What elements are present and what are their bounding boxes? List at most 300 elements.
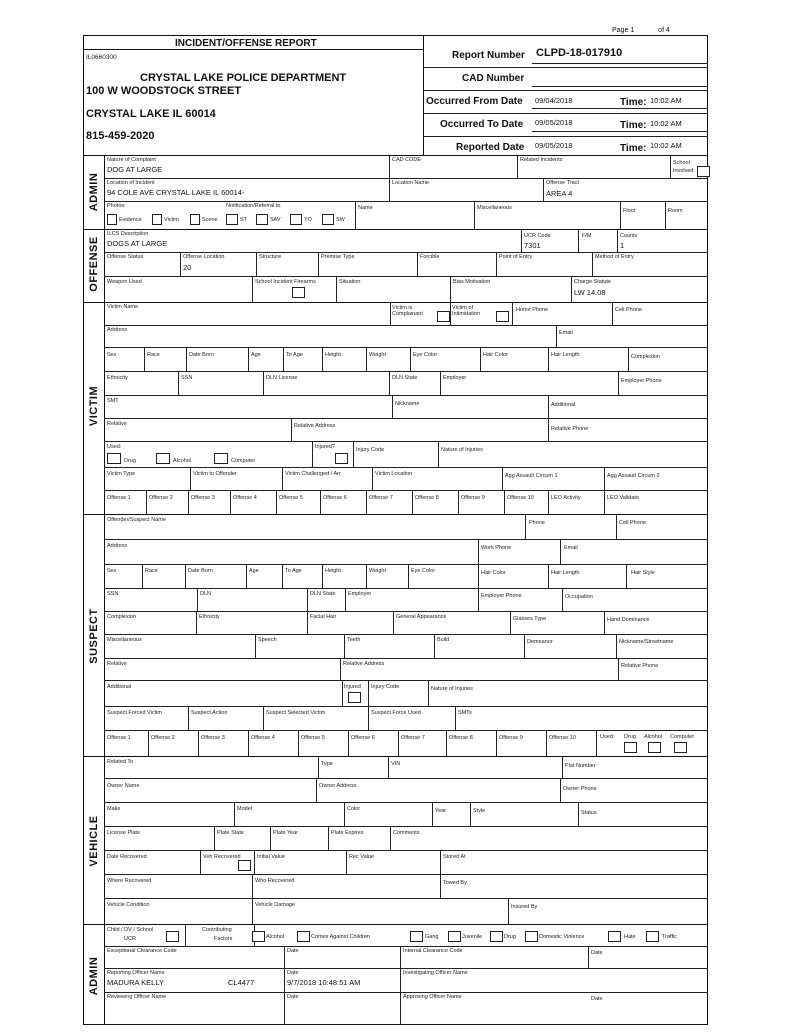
vehicle-style-label: Style [473, 808, 486, 814]
victim-email-label: Email [559, 330, 573, 336]
vehicle-owner-name-label: Owner Name [107, 783, 140, 789]
victim-nature-injuries-label: Nature of Injuries [441, 447, 483, 453]
time-from[interactable]: 10:02 AM [650, 96, 682, 105]
situation-label: Situation [339, 279, 361, 285]
photos-scene-label: Scene [202, 217, 218, 223]
victim-r3-col-9 [548, 347, 549, 371]
vehicle-condition-label: Vehicle Condition [107, 902, 150, 908]
approving-officer-label: Approving Officer Name [403, 994, 462, 1000]
victim-injured-label: Injured? [315, 444, 335, 450]
vehicle-owner-phone-label: Owner Phone [563, 786, 597, 792]
vehicle-plate-state-label: Plate State [217, 830, 244, 836]
suspect-to-age-label: To Age [285, 568, 302, 574]
suspect-relative-label: Relative [107, 661, 127, 667]
offense-location-value[interactable]: 20 [183, 263, 192, 272]
victim-employer-label: Employer [443, 375, 467, 381]
suspect-build-label: Build [437, 637, 450, 643]
cf-drug-checkbox[interactable] [490, 931, 503, 942]
victim-leo-activity-label: LEO Activity [551, 495, 581, 501]
victim-offense-8-label: Offense 8 [415, 495, 439, 501]
suspect-row-1-rule [104, 539, 708, 540]
vehicle-plate-number-label: Plat Number [565, 763, 596, 769]
victim-agg-assault-1-label: Agg Assault Circum 1 [505, 473, 558, 479]
victim-offense-divider [458, 490, 459, 514]
victim-offense-2-label: Offense 2 [149, 495, 173, 501]
cad-code-label: CAD CODE [392, 157, 422, 163]
vehicle-plate-year-label: Plate Year [273, 830, 299, 836]
counts-value[interactable]: 1 [620, 241, 625, 250]
school-label: School [673, 160, 690, 166]
suspect-used-computer-label: Computer [670, 734, 695, 740]
vehicle-row-4-rule [104, 850, 708, 851]
child-dv-school-label: Child / DV / School [107, 927, 154, 933]
vehicle-row-6-rule [104, 898, 708, 899]
suspect-row-5-rule [104, 634, 708, 635]
suspect-hair-label: Hair Color [481, 570, 506, 576]
location-incident-value[interactable]: 94 COLE AVE CRYSTAL LAKE IL 60014- [107, 188, 245, 197]
suspect-misc-label: Miscellaneous [107, 637, 142, 643]
suspect-employer-label: Employer [348, 591, 372, 597]
time-reported[interactable]: 10:02 AM [650, 141, 682, 150]
vehicle-r7-col-1 [252, 898, 253, 924]
ucr-code-value[interactable]: 7301 [524, 241, 541, 250]
report-number-label: Report Number [452, 50, 525, 61]
victim-location-label: Victim Location [375, 471, 413, 477]
vehicle-r5-col-4 [440, 850, 441, 874]
victim-r8-col-2 [282, 467, 283, 490]
reporting-officer-value[interactable]: MADURA KELLY [107, 978, 164, 987]
cf-juvenile-checkbox[interactable] [448, 931, 461, 942]
cf-juvenile-label: Juvenile [462, 934, 483, 940]
notify-sav-checkbox[interactable] [256, 214, 268, 225]
vehicle-date-recovered-label: Date Recovered [107, 854, 147, 860]
admin-row-1-rule [104, 178, 708, 179]
suspect-offense-2-label: Offense 2 [151, 735, 175, 741]
photos-victim-label: Victim [164, 217, 179, 223]
vehicle-r4-col-2 [270, 826, 271, 850]
admin-row-2-rule [104, 201, 708, 202]
suspect-dln-state-label: DLN State [310, 591, 336, 597]
admin2-r2-col-2 [400, 946, 401, 992]
victim-offense-divider [320, 490, 321, 514]
suspect-offense-divider [248, 730, 249, 756]
notify-sw-checkbox[interactable] [322, 214, 334, 225]
victim-hair-label: Hair Color [483, 352, 508, 358]
suspect-r6-col-4 [524, 634, 525, 658]
vehicle-r5-col-3 [346, 850, 347, 874]
cf-dv-checkbox[interactable] [525, 931, 538, 942]
victim-r8-col-5 [604, 467, 605, 490]
victim-offense-6-label: Offense 6 [323, 495, 347, 501]
victim-r4-col-3 [389, 371, 390, 395]
suspect-r7-col-2 [618, 658, 619, 680]
internal-clearance-label: Internal Clearance Code [403, 948, 463, 954]
charge-statute-label: Charge Statute [574, 279, 611, 285]
victim-r3-col-4 [283, 347, 284, 371]
room-label: Room [668, 208, 683, 214]
vehicle-license-plate-label: License Plate [107, 830, 141, 836]
admin-col-2 [517, 155, 518, 178]
vehicle-r3-col-5 [578, 802, 579, 826]
victim-dob-label: Date Born [189, 352, 214, 358]
occurred-from-date[interactable]: 09/04/2018 [535, 96, 573, 105]
victim-r1-col-1 [390, 302, 391, 325]
notify-st-label: ST [240, 217, 248, 223]
suspect-r4-col-4 [478, 588, 479, 611]
suspect-r5-col-1 [196, 611, 197, 634]
victim-injured-checkbox[interactable] [335, 453, 348, 464]
offense-col-4 [180, 252, 181, 276]
victim-r2-col-1 [556, 325, 557, 347]
department-name: CRYSTAL LAKE POLICE DEPARTMENT [140, 72, 347, 84]
vehicle-row-1-rule [104, 778, 708, 779]
victim-offense-divider [146, 490, 147, 514]
victim-ssn-label: SSN [181, 375, 193, 381]
offense-col-5 [256, 252, 257, 276]
suspect-r4-col-1 [197, 588, 198, 611]
vehicle-owner-address-label: Owner Address [319, 783, 357, 789]
notify-sav-label: SAV [270, 217, 281, 223]
suspect-force-used-label: Suspect Force Used [371, 710, 421, 716]
admin-col-3 [670, 155, 671, 178]
time-to[interactable]: 10:02 AM [650, 119, 682, 128]
suspect-address-label: Address [107, 543, 128, 549]
photos-victim-checkbox[interactable] [152, 214, 162, 225]
vehicle-vin-label: VIN [391, 761, 401, 767]
victim-offense-9-label: Offense 9 [461, 495, 485, 501]
suspect-used-drug-checkbox[interactable] [624, 742, 637, 753]
victim-r1-col-2 [450, 302, 451, 325]
victim-complexion-label: Complexion [631, 354, 661, 360]
suspect-weight-label: Weight [369, 568, 387, 574]
offense-col-10 [252, 276, 253, 302]
report-number-value[interactable]: CLPD-18-017910 [536, 47, 623, 59]
admin-col-4 [543, 178, 544, 201]
offense-location-label: Offense Location [183, 254, 225, 260]
offense-col-9 [592, 252, 593, 276]
victim-r3-col-7 [410, 347, 411, 371]
suspect-r6-col-5 [616, 634, 617, 658]
offense-row-2-rule [104, 276, 708, 277]
suspect-cell-phone-label: Cell Phone [619, 520, 646, 526]
weapon-used-label: Weapon Used [107, 279, 142, 285]
suspect-r9-col-4 [455, 706, 456, 730]
exceptional-date-label: Date [287, 948, 299, 954]
photos-label: Photos: [107, 203, 126, 209]
admin-col-5 [355, 201, 356, 229]
victim-challenged-label: Victim Challenged / Arr [285, 471, 341, 477]
occurred-to-date[interactable]: 09/05/2018 [535, 118, 573, 127]
offense-col-13 [571, 276, 572, 302]
victim-name-label: Victim Name [107, 304, 139, 310]
victim-agg-assault-2-label: Agg Assault Circum 2 [607, 473, 660, 479]
victim-additional-label: Additional [551, 402, 576, 408]
cf-traffic-checkbox[interactable] [646, 931, 659, 942]
suspect-injured-label: Injured [344, 684, 361, 690]
suspect-used-alcohol-checkbox[interactable] [648, 742, 661, 753]
notify-st-checkbox[interactable] [226, 214, 238, 225]
victim-intimidation-checkbox[interactable] [496, 311, 509, 322]
charge-statute-value[interactable]: LW 14.08 [574, 288, 606, 297]
suspect-relative-address-label: Relative Address [343, 661, 385, 667]
offense-tract-value[interactable]: AREA 4 [546, 189, 573, 198]
location-incident-label: Location of Incident [107, 180, 155, 186]
suspect-used-computer-checkbox[interactable] [674, 742, 687, 753]
cf-gang-label: Gang [425, 934, 439, 940]
occurred-to-label: Occurred To Date [440, 119, 524, 130]
offense-col-7 [417, 252, 418, 276]
victim-r4-col-5 [618, 371, 619, 395]
report-datetime-value[interactable]: 9/7/2018 10:48:51 AM [287, 978, 361, 987]
suspect-offense-divider [546, 730, 547, 756]
report-number-rule [532, 63, 708, 64]
suspect-row-3-rule [104, 588, 708, 589]
victim-ethnicity-label: Ethnicity [107, 375, 128, 381]
header-bottom-rule [83, 155, 708, 156]
victim-eye-label: Eye Color [413, 352, 438, 358]
suspect-offense-divider [348, 730, 349, 756]
nature-complaint-value[interactable]: DOG AT LARGE [107, 165, 163, 174]
victim-r1-col-4 [612, 302, 613, 325]
counts-label: Counts [620, 233, 638, 239]
victim-r7-col-2 [353, 441, 354, 467]
suspect-offense-divider [596, 730, 597, 756]
suspect-relative-phone-label: Relative Phone [621, 663, 659, 669]
suspect-phone-label: Phone [529, 520, 545, 526]
suspect-offense-1-label: Offense 1 [107, 735, 131, 741]
victim-relative-label: Relative [107, 421, 127, 427]
suspect-r6-col-1 [255, 634, 256, 658]
cf-crimes-children-checkbox[interactable] [297, 931, 310, 942]
department-phone: 815-459-2020 [86, 130, 155, 142]
photos-evidence-checkbox[interactable] [107, 214, 117, 225]
suspect-injured-checkbox[interactable] [348, 692, 361, 703]
school-firearms-checkbox[interactable] [292, 287, 305, 298]
related-incidents-label: Related Incidents [520, 157, 563, 163]
victim-r7-col-3 [438, 441, 439, 467]
notify-yo-checkbox[interactable] [290, 214, 302, 225]
ilcs-description-value[interactable]: DOGS AT LARGE [107, 239, 168, 248]
victim-r3-col-2 [186, 347, 187, 371]
suspect-ethnicity-label: Ethnicity [199, 614, 220, 620]
reviewing-officer-label: Reviewing Officer Name [107, 994, 167, 1000]
victim-offense-1-label: Offense 1 [107, 495, 131, 501]
suspect-r4-col-3 [345, 588, 346, 611]
vehicle-r7-col-2 [508, 898, 509, 924]
cf-alcohol-checkbox[interactable] [252, 931, 265, 942]
victim-r3-col-8 [480, 347, 481, 371]
victim-injury-code-label: Injury Code [356, 447, 385, 453]
suspect-occupation-label: Occupation [565, 594, 593, 600]
victim-r3-col-10 [628, 347, 629, 371]
vehicle-r6-col-2 [440, 874, 441, 898]
offense-col-8 [496, 252, 497, 276]
title-rule [83, 49, 423, 50]
point-entry-label: Point of Entry [499, 254, 533, 260]
offense-col-6 [318, 252, 319, 276]
admin2-r1-col-1 [185, 924, 186, 946]
vehicle-row-5-rule [104, 874, 708, 875]
suspect-offense-6-label: Offense 6 [351, 735, 375, 741]
misc-label: Miscellaneous [477, 205, 512, 211]
suspect-r2-col-2 [560, 539, 561, 564]
suspect-additional-label: Additional [107, 684, 132, 690]
vehicle-r3-col-2 [344, 802, 345, 826]
suspect-offense-10-label: Offense 10 [549, 735, 576, 741]
vehicle-status-label: Status [581, 810, 597, 816]
suspect-facial-hair-label: Facial Hair [310, 614, 337, 620]
offense-col-2 [578, 229, 579, 252]
vehicle-admin-rule [83, 924, 708, 925]
offense-col-1 [521, 229, 522, 252]
notify-yo-label: YO [304, 217, 312, 223]
cf-drug-label: Drug [504, 934, 516, 940]
offense-tract-label: Offense Tract [546, 180, 579, 186]
vehicle-r3-col-1 [234, 802, 235, 826]
victim-offense-divider [366, 490, 367, 514]
victim-offense-5-label: Offense 5 [279, 495, 303, 501]
suspect-used-label: Used: [600, 734, 615, 740]
vehicle-who-recovered-label: Who Recovered [255, 878, 295, 884]
suspect-r4-col-2 [307, 588, 308, 611]
method-entry-label: Method of Entry [595, 254, 634, 260]
victim-row-7-rule [104, 467, 708, 468]
header-divider [423, 35, 424, 155]
suspect-r5-col-4 [510, 611, 511, 634]
school-firearms-label: School Incident Firearms [255, 279, 316, 285]
to-row-rule [423, 136, 708, 137]
suspect-nickname-label: Nickname/Streetname [619, 639, 674, 645]
suspect-offense-divider [446, 730, 447, 756]
name-label: Name [358, 205, 373, 211]
suspect-teeth-label: Teeth [347, 637, 361, 643]
vehicle-comments-label: Comments [393, 830, 420, 836]
suspect-r3-col-7 [408, 564, 409, 588]
victim-used-drug-label: Drug [124, 458, 136, 464]
vehicle-damage-label: Vehicle Damage [255, 902, 296, 908]
location-name-label: Location Name [392, 180, 429, 186]
offense-col-12 [450, 276, 451, 302]
suspect-r3-col-4 [282, 564, 283, 588]
forcible-label: Forcible [420, 254, 440, 260]
admin2-r4-col-1 [284, 992, 285, 1025]
factors-label: Factors [214, 936, 233, 942]
section-admin-2: ADMIN [88, 956, 100, 996]
offense-victim-rule [83, 302, 708, 303]
from-row-rule [423, 113, 708, 114]
victim-relative-address-label: Relative Address [294, 423, 336, 429]
suspect-offense-divider [298, 730, 299, 756]
form-title: INCIDENT/OFFENSE REPORT [175, 38, 317, 49]
vehicle-initial-value-label: Initial Value [257, 854, 286, 860]
suspect-r3-col-10 [626, 564, 627, 588]
suspect-r3-col-3 [246, 564, 247, 588]
suspect-name-label: Offender/Suspect Name [107, 517, 166, 523]
vehicle-plate-expires-label: Plate Expires [331, 830, 364, 836]
offense-col-11 [336, 276, 337, 302]
suspect-offense-3-label: Offense 3 [201, 735, 225, 741]
internal-date-label: Date [591, 950, 603, 956]
cf-gang-checkbox[interactable] [410, 931, 423, 942]
offense-status-label: Offense Status [107, 254, 144, 260]
victim-row-8-rule [104, 490, 708, 491]
reported-date[interactable]: 09/05/2018 [535, 141, 573, 150]
school-involved-checkbox[interactable] [697, 166, 710, 177]
victim-address-label: Address [107, 327, 128, 333]
suspect-employer-phone-label: Employer Phone [481, 593, 522, 599]
admin2-r2-col-3 [588, 946, 589, 968]
reporting-officer-id[interactable]: CL4477 [228, 978, 255, 987]
suspect-offense-7-label: Offense 7 [401, 735, 425, 741]
vehicle-year-label: Year [435, 808, 447, 814]
vehicle-recovered-checkbox[interactable] [238, 860, 251, 871]
suspect-row-8-rule [104, 706, 708, 707]
ori-number: IL0660300 [86, 54, 117, 61]
victim-r8-col-3 [372, 467, 373, 490]
suspect-nature-injuries-label: Nature of Injuries [431, 686, 473, 692]
victim-r3-col-3 [248, 347, 249, 371]
admin-offense-rule [83, 229, 708, 230]
vehicle-r5-col-2 [254, 850, 255, 874]
victim-r7-col-1 [312, 441, 313, 467]
suspect-height-label: Height [325, 568, 341, 574]
victim-used-computer-checkbox[interactable] [214, 453, 228, 464]
suspect-r9-col-3 [368, 706, 369, 730]
suspect-r1-col-2 [616, 514, 617, 539]
section-victim: VICTIM [88, 385, 100, 427]
cf-hate-checkbox[interactable] [608, 931, 621, 942]
admin2-r4-col-2 [400, 992, 401, 1025]
photos-scene-checkbox[interactable] [190, 214, 200, 225]
suspect-r3-col-5 [322, 564, 323, 588]
suspect-r8-col-2 [368, 680, 369, 706]
victim-used-alcohol-checkbox[interactable] [156, 453, 170, 464]
suspect-eye-label: Eye Color [411, 568, 436, 574]
victim-dln-state-label: DLN State [392, 375, 418, 381]
ilcs-description-label: ILCS Description [107, 231, 149, 237]
suspect-offense-4-label: Offense 4 [251, 735, 275, 741]
cad-number-label: CAD Number [462, 73, 525, 84]
section-band-divider [104, 155, 105, 1025]
victim-used-alcohol-label: Alcohol [173, 458, 192, 464]
suspect-r3-col-9 [548, 564, 549, 588]
victim-r4-col-4 [440, 371, 441, 395]
suspect-r3-col-1 [142, 564, 143, 588]
victim-complainant-label: Victim is Complainant [392, 305, 423, 317]
suspect-offense-8-label: Offense 8 [449, 735, 473, 741]
offense-row-1-rule [104, 252, 708, 253]
victim-nickname-label: Nickname [395, 401, 420, 407]
victim-used-drug-checkbox[interactable] [107, 453, 121, 464]
victim-r3-col-1 [144, 347, 145, 371]
vehicle-row-3-rule [104, 826, 708, 827]
vehicle-color-label: Color [347, 806, 361, 812]
victim-suspect-rule [83, 514, 708, 515]
victim-offense-divider [504, 490, 505, 514]
suspect-demeanor-label: Demeanor [527, 639, 553, 645]
victim-race-label: Race [147, 352, 160, 358]
suspect-used-drug-label: Drug [624, 734, 636, 740]
vehicle-r1-col-2 [388, 756, 389, 778]
suspect-r3-col-8 [478, 564, 479, 588]
section-vehicle: VEHICLE [88, 815, 100, 867]
suspect-row-2-rule [104, 564, 708, 565]
victim-offense-divider [230, 490, 231, 514]
admin2-row-3-rule [104, 992, 708, 993]
child-dv-school-checkbox[interactable] [166, 931, 179, 942]
victim-complainant-checkbox[interactable] [437, 311, 450, 322]
vehicle-type-label: Type [321, 761, 333, 767]
